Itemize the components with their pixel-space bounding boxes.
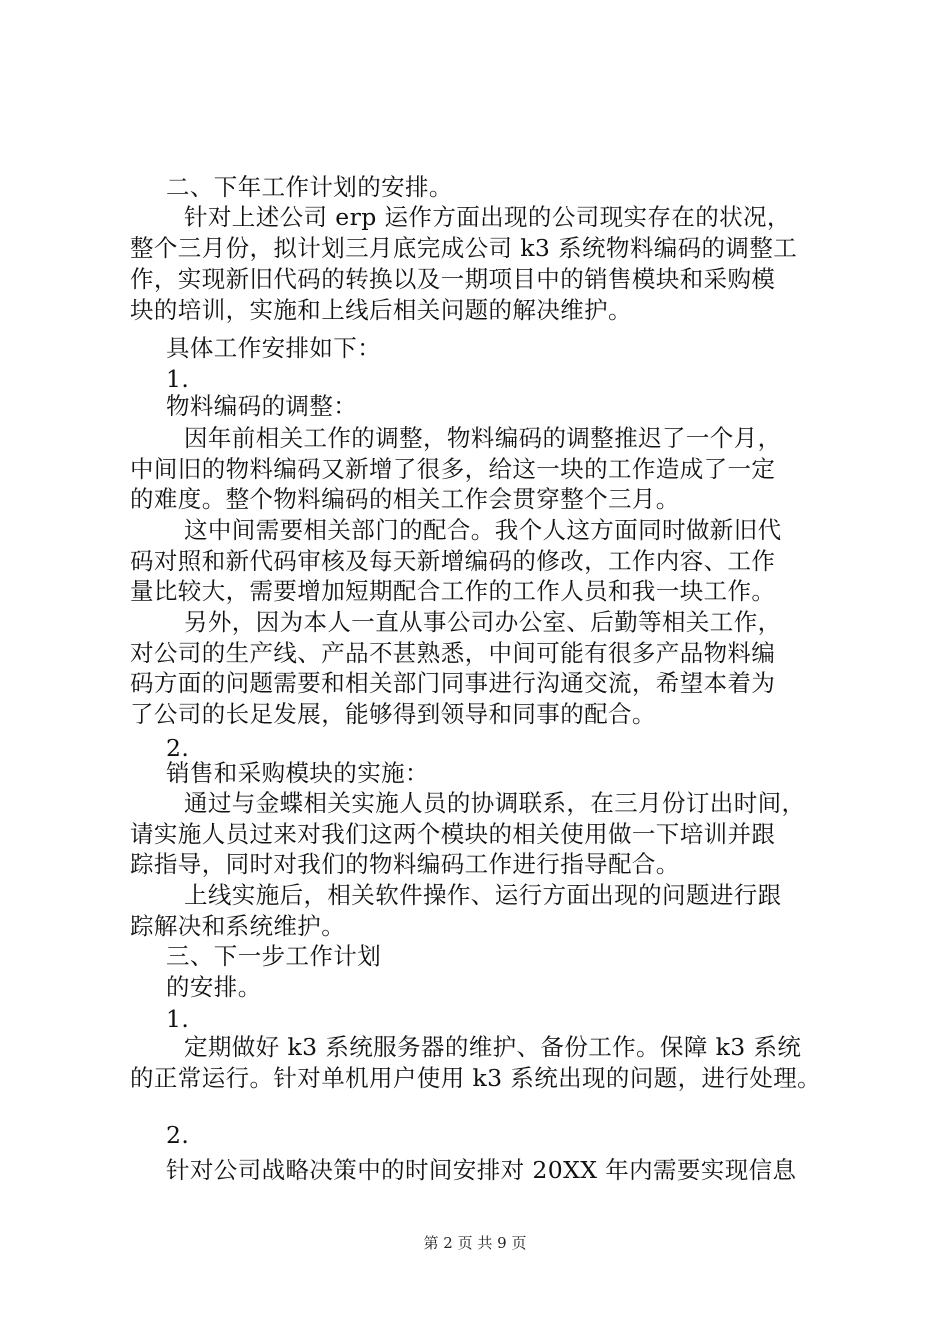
- paragraph-line: 码对照和新代码审核及每天新增编码的修改，工作内容、工作: [130, 547, 776, 575]
- list-number: 1.: [166, 365, 190, 393]
- paragraph-line: 请实施人员过来对我们这两个模块的相关使用做一下培训并跟: [130, 820, 776, 848]
- paragraph-line: 块的培训，实施和上线后相关问题的解决维护。: [130, 296, 632, 324]
- paragraph-line: 踪指导，同时对我们的物料编码工作进行指导配合。: [130, 850, 680, 878]
- list-number: 2.: [166, 1121, 190, 1149]
- subheading: 销售和采购模块的实施：: [166, 759, 429, 787]
- paragraph-line: 定期做好 k3 系统服务器的维护、备份工作。保障 k3 系统: [184, 1033, 802, 1061]
- paragraph-line: 这中间需要相关部门的配合。我个人这方面同时做新旧代: [184, 516, 782, 544]
- section-heading-three-cont: 的安排。: [166, 973, 262, 1001]
- paragraph-line: 整个三月份，拟计划三月底完成公司 k3 系统物料编码的调整工: [130, 234, 798, 262]
- paragraph-line: 作，实现新旧代码的转换以及一期项目中的销售模块和采购模: [130, 265, 776, 293]
- paragraph-line: 踪解决和系统维护。: [130, 912, 346, 940]
- paragraph-line: 针对公司战略决策中的时间安排对 20XX 年内需要实现信息: [166, 1156, 797, 1184]
- paragraph-line: 另外，因为本人一直从事公司办公室、后勤等相关工作，: [184, 608, 782, 636]
- paragraph-line: 了公司的长足发展，能够得到领导和同事的配合。: [130, 700, 656, 728]
- paragraph-line: 的正常运行。针对单机用户使用 k3 系统出现的问题，进行处理。: [130, 1064, 822, 1092]
- paragraph-line: 量比较大，需要增加短期配合工作的工作人员和我一块工作。: [130, 577, 776, 605]
- list-number: 1.: [166, 1005, 190, 1033]
- page-number-footer: 第 2 页 共 9 页: [423, 1234, 527, 1252]
- paragraph-line: 针对上述公司 erp 运作方面出现的公司现实存在的状况，: [184, 203, 791, 231]
- paragraph-line: 因年前相关工作的调整，物料编码的调整推迟了一个月，: [184, 424, 782, 452]
- paragraph-line: 上线实施后，相关软件操作、运行方面出现的问题进行跟: [184, 881, 782, 909]
- paragraph-line: 具体工作安排如下：: [166, 334, 382, 362]
- subheading: 物料编码的调整：: [166, 392, 358, 420]
- paragraph-line: 的难度。整个物料编码的相关工作会贯穿整个三月。: [130, 485, 680, 513]
- section-heading-two: 二、下年工作计划的安排。: [166, 173, 453, 201]
- paragraph-line: 通过与金蝶相关实施人员的协调联系，在三月份订出时间，: [184, 789, 806, 817]
- list-number: 2.: [166, 734, 190, 762]
- paragraph-line: 码方面的问题需要和相关部门同事进行沟通交流，希望本着为: [130, 669, 776, 697]
- paragraph-line: 对公司的生产线、产品不甚熟悉，中间可能有很多产品物料编: [130, 639, 776, 667]
- paragraph-line: 中间旧的物料编码又新增了很多，给这一块的工作造成了一定: [130, 455, 776, 483]
- section-heading-three: 三、下一步工作计划: [166, 942, 382, 970]
